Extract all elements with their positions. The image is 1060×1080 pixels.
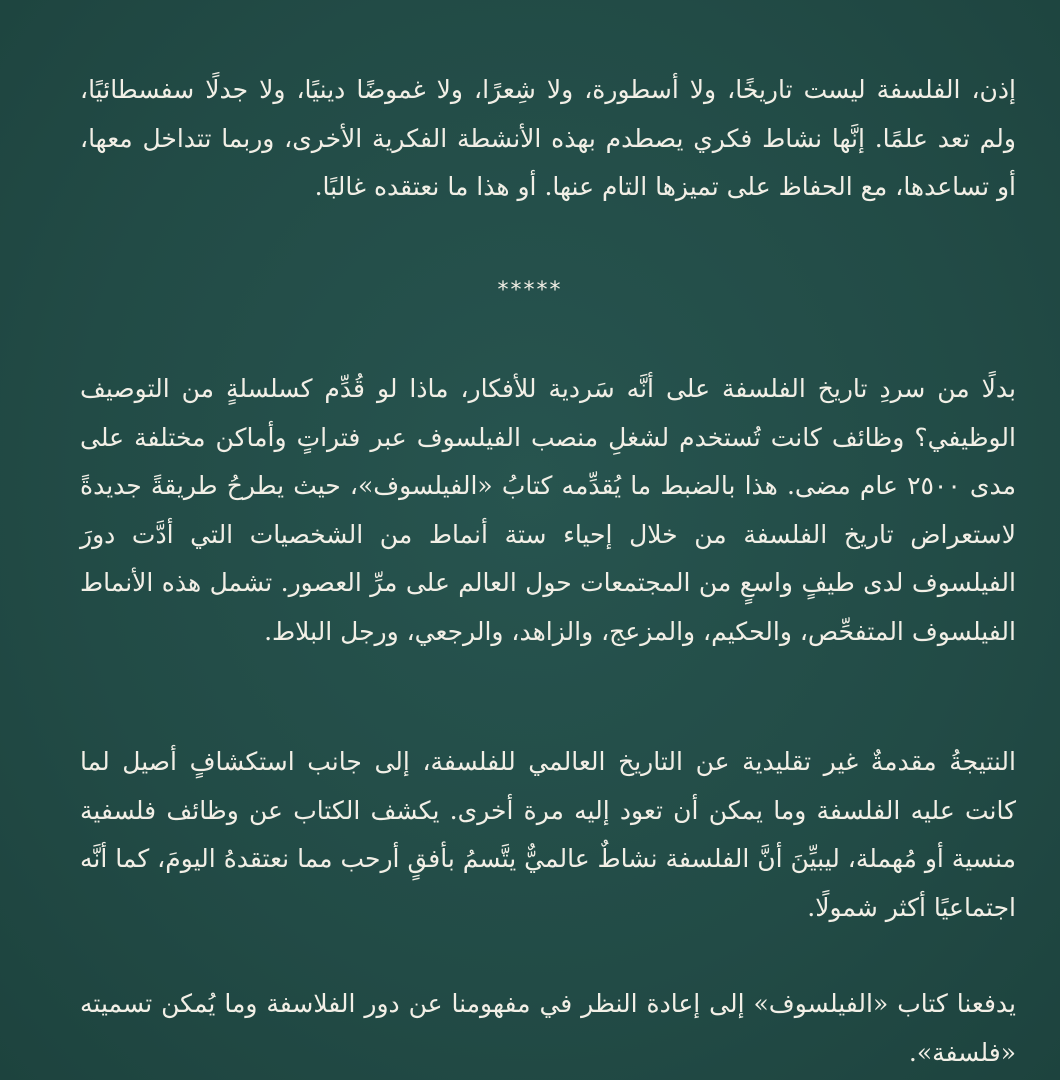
paragraph-3: النتيجةُ مقدمةٌ غير تقليدية عن التاريخ العالمي للفلسفة، إلى جانب استكشافٍ أصيل لما كانت عليه الفلسفة وما يمكن أن تعود إليه مرة أخرى. يكشف الكتاب عن وظائف فلسفية منسية أو مُهملة، ليبيِّنَ أنَّ الفلسفة نشاطٌ عالميٌّ يتَّسمُ بأفقٍ أرحب مما نعتقدهُ اليومَ، كما أنَّه اجتماعيًا أكثر شمولًا. xyxy=(80,747,1016,922)
section-separator: ***** xyxy=(497,278,563,303)
paragraph-4: يدفعنا كتاب «الفيلسوف» إلى إعادة النظر في مفهومنا عن دور الفلاسفة وما يُمكن تسميته «فلسفة». xyxy=(80,989,1016,1067)
paragraph-1: إذن، الفلسفة ليست تاريخًا، ولا أسطورة، ولا شِعرًا، ولا غموضًا دينيًا، ولا جدلًا سفسطائيًا، ولم تعد علمًا. إنَّها نشاط فكري يصطدم بهذه الأنشطة الفكرية الأخرى، وربما تتداخل معها، أو تساعدها، مع الحفاظ على تميزها التام عنها. أو هذا ما نعتقده غالبًا. xyxy=(80,75,1016,201)
paragraph-2: بدلًا من سردِ تاريخ الفلسفة على أنَّه سَردية للأفكار، ماذا لو قُدِّم كسلسلةٍ من التوصيف الوظيفي؟ وظائف كانت تُستخدم لشغلِ منصب الفيلسوف عبر فتراتٍ وأماكن مختلفة على مدى ٢٥٠٠ عام مضى. هذا بالضبط ما يُقدِّمه كتابُ «الفيلسوف»، حيث يطرحُ طريقةً جديدةً لاستعراض تاريخ الفلسفة من خلال إحياء ستة أنماط من الشخصيات التي أدَّت دورَ الفيلسوف لدى طيفٍ واسعٍ من المجتمعات حول العالم على مرِّ العصور. تشمل هذه الأنماط الفيلسوف المتفحِّص، والحكيم، والمزعج، والزاهد، والرجعي، ورجل البلاط. xyxy=(80,374,1016,646)
